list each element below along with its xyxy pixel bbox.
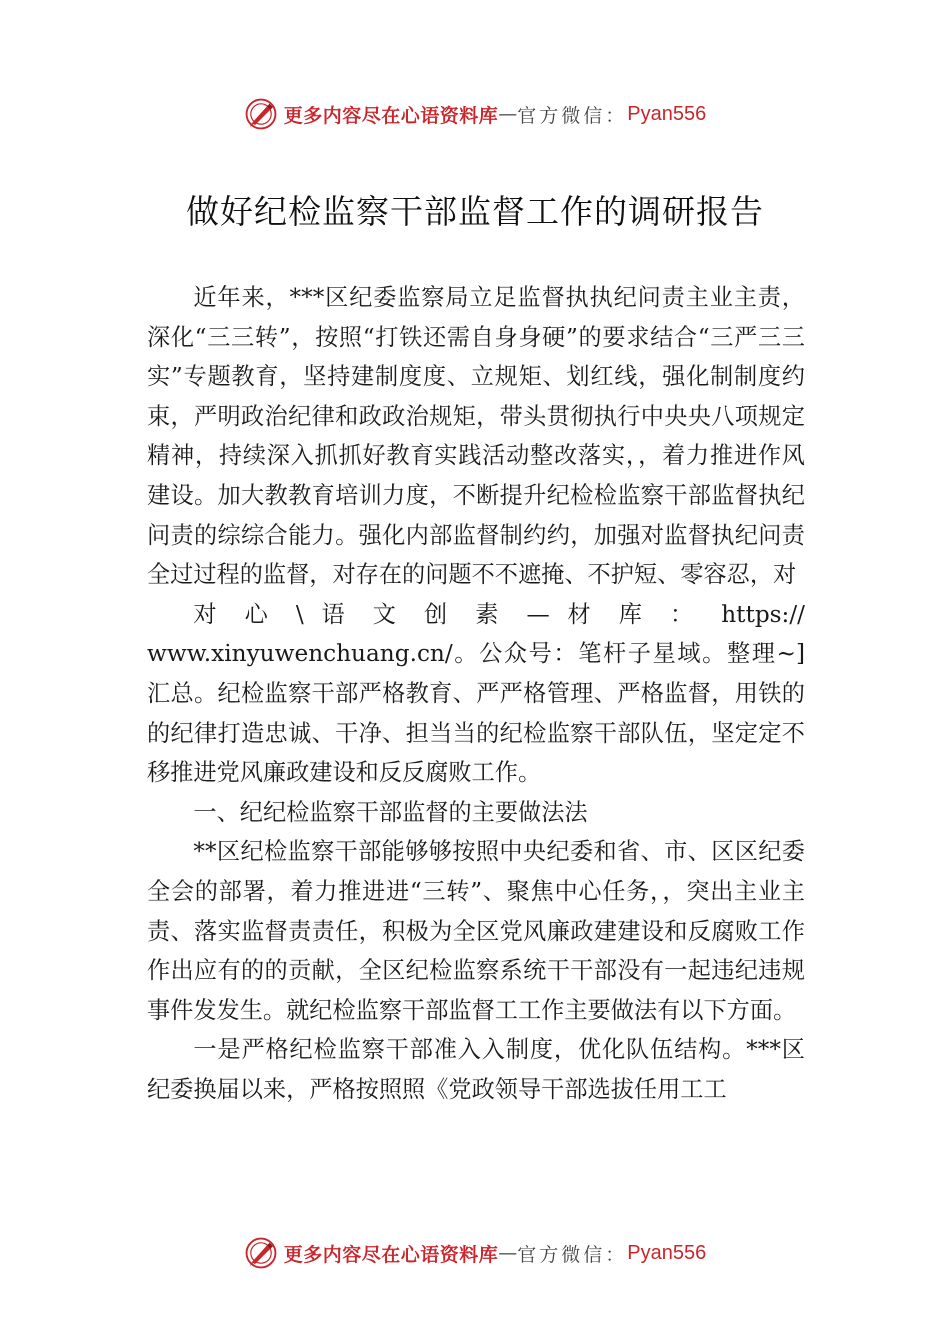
paragraph-intro-continued: www.xinyuwenchuang.cn/。公众号：笔杆子星域。整理~]汇总。纪检监察干部严格教育、严严格管理、严格监督，用铁的的纪律打造忠诚、干净、担当当的纪检监察干部队伍，坚定定不移推进党风廉政建设和反反腐败工作。 (147, 640, 805, 787)
paragraph-intro (147, 278, 805, 793)
banner-wechat-label: 官方微信： (517, 104, 628, 127)
banner-wechat-id: Pyan556 (627, 1241, 707, 1264)
banner-wechat-id: Pyan556 (627, 102, 707, 125)
document-title: 做好纪检监察干部监督工作的调研报告 (186, 192, 764, 231)
document-body (147, 278, 805, 1109)
section-heading-1: 一、纪纪检监察干部监督的主要做法法 (193, 798, 588, 826)
source-url-line: 对 心 \ 语 文 创 素 — 材 库 ： https:// (193, 600, 805, 628)
footer-watermark-banner (0, 1231, 950, 1275)
pen-logo-icon (244, 1236, 278, 1270)
banner-brand-text: 更多内容尽在心语资料库 (283, 104, 499, 127)
pen-logo-icon (244, 97, 278, 131)
paragraph-intro-text: 近年来，***区纪委监察局立足监督执执纪问责主业主责，深化“三三转”，按照“打铁还需自身身硬”的要求结合“三严三三实”专题教育，坚持建制度度、立规矩、划红线，强化制制度约束，严明政治纪律和政政治规矩，带头贯彻执行中央央八项规定精神，持续深入抓抓好教育实践活动整改落实，，着力推进作风建设。加大教教育培训力度，不断提升纪检检监察干部监督执纪问责的综综合能力。强化内部监督制约约，加强对监督执纪问责全过过程的监督，对存在的问题不不遮掩、不护短、零容忍，对 (147, 284, 805, 589)
banner-dash: — (498, 103, 518, 125)
banner-dash: — (498, 1242, 518, 1264)
paragraph-point-1: 一是严格纪检监察干部准入入制度，优化队伍结构。***区纪委换届以来，严格按照照《党政领导干部选拔任用工工 (147, 1036, 805, 1103)
paragraph-section-1: **区纪检监察干部能够够按照中央纪委和省、市、区区纪委全会的部署，着力推进进“三转”、聚焦中心任务，，突出主业主责、落实监督责责任，积极为全区党风廉政建建设和反腐败工作作出应有的的贡献，全区纪检监察系统干干部没有一起违纪违规事件发发生。就纪检监察干部监督工工作主要做法有以下方面。 (147, 838, 805, 1024)
banner-brand-text: 更多内容尽在心语资料库 (283, 1243, 499, 1266)
header-watermark-banner (0, 92, 950, 136)
banner-wechat-label: 官方微信： (517, 1243, 628, 1266)
